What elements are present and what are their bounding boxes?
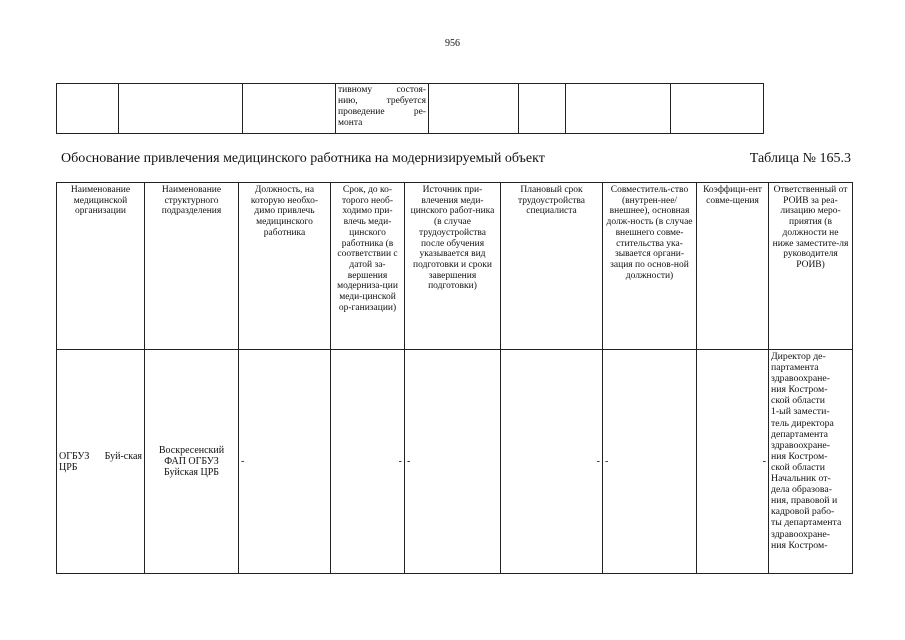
cont-cell-3 <box>243 84 336 134</box>
cell-position: - <box>239 350 331 574</box>
header-row <box>57 183 853 350</box>
table-number: Таблица № 165.3 <box>749 151 851 166</box>
cont-cell-4: тивному состоя- нию, требуется проведение ре- монта <box>336 84 429 134</box>
cont-cell-5 <box>429 84 519 134</box>
header-responsible: Ответственный от РОИВ за реа-лизацию меро-приятия (в должности не ниже заместите-ля руководителя РОИВ) <box>769 183 853 350</box>
header-coefficient: Коэффици-ент совме-щения <box>697 183 769 350</box>
header-combination: Совместитель-ство (внутрен-нее/внешнее), основная долж-ность (в случае внешнего совме-стительства ука-зывается органи-зация по основ-ной должности) <box>603 183 697 350</box>
cell-deadline: - <box>331 350 405 574</box>
header-position: Должность, на которую необхо-димо привлечь медицинского работника <box>239 183 331 350</box>
continuation-row <box>57 84 853 134</box>
cell-coefficient: - <box>697 350 769 574</box>
cont-cell-8 <box>671 84 764 134</box>
main-table <box>56 182 853 574</box>
header-subdivision: Наименование структурного подразделения <box>145 183 239 350</box>
header-source: Источник при-влечения меди-цинского работ-ника (в случае трудоустройства после обучения указывается вид подготовки и сроки завершения подготовки) <box>405 183 501 350</box>
cont-cell-6 <box>519 84 566 134</box>
cell-source: - <box>405 350 501 574</box>
header-organization: Наименование медицинской организации <box>57 183 145 350</box>
continuation-table <box>56 83 853 134</box>
table-row <box>57 350 853 574</box>
cell-combination: - <box>603 350 697 574</box>
header-deadline: Срок, до ко-торого необ-ходимо при-влечь меди-цинского работника (в соответствии с датой за-вершения модерниза-ции меди-цинской ор-ганизации) <box>331 183 405 350</box>
table-title: Обоснование привлечения медицинского работника на модернизируемый объект <box>61 151 545 166</box>
cont-cell-7 <box>566 84 671 134</box>
cell-planned-date: - <box>501 350 603 574</box>
cell-responsible: Директор де- партамента здравоохране- ния Костром- ской области 1-ый замести- тель директора департамента здравоохране- ния Костром- ской области Начальник от- дела образова- ния, правовой и кадровой рабо- ты департамента здравоохране- ния Костром- <box>769 350 853 574</box>
cont-cell-1 <box>57 84 119 134</box>
cell-organization: ОГБУЗ Буй-ская ЦРБ <box>57 350 145 574</box>
cont-cell-2 <box>119 84 243 134</box>
header-planned-date: Плановый срок трудоустройства специалиста <box>501 183 603 350</box>
page-number: 956 <box>445 38 460 49</box>
cell-subdivision: Воскресенский ФАП ОГБУЗ Буйская ЦРБ <box>145 350 239 574</box>
